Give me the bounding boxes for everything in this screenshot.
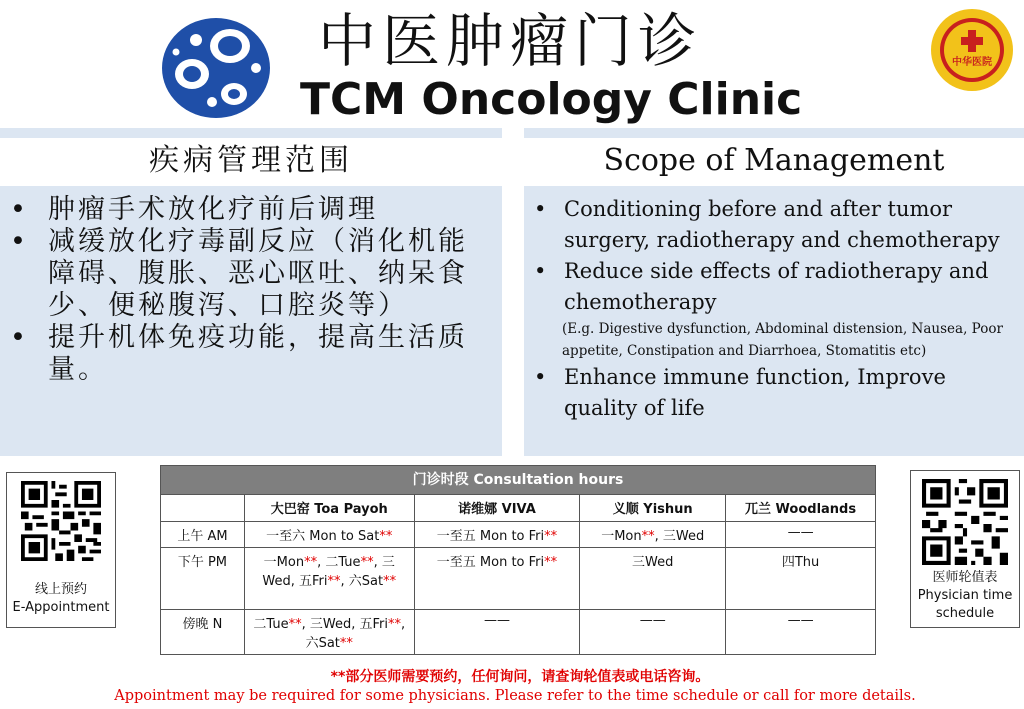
session-label: 上午 AM bbox=[161, 522, 245, 548]
hours-cell: 一Mon**, 二Tue**, 三Wed, 五Fri**, 六Sat** bbox=[244, 548, 414, 610]
hours-cell: 一至五 Mon to Fri** bbox=[414, 522, 580, 548]
e-appointment-qr-card[interactable] bbox=[6, 472, 116, 628]
scope-en-item: • Conditioning before and after tumor surgery, radiotherapy and chemotherapy bbox=[534, 197, 1000, 252]
appointment-note-zh: **部分医师需要预约，任何询问，请查询轮值表或电话咨询。 bbox=[330, 669, 710, 685]
physician-schedule-label-zh: 医师轮值表 bbox=[932, 570, 998, 585]
hours-cell: 一Mon**, 三Wed bbox=[580, 522, 726, 548]
scope-en-item: • Enhance immune function, Improve quality of life bbox=[534, 365, 946, 420]
e-appointment-label-en: E-Appointment bbox=[12, 600, 110, 615]
physician-schedule-label-en: Physician time schedule bbox=[917, 588, 1013, 621]
appointment-note-en: Appointment may be required for some physicians. Please refer to the time schedule or call for more details. bbox=[114, 688, 916, 704]
table-corner bbox=[161, 495, 245, 522]
table-row bbox=[161, 610, 876, 655]
clinic-title-zh: 中医肿瘤门诊 bbox=[317, 7, 702, 75]
consultation-hours-title: 门诊时段 Consultation hours bbox=[161, 466, 876, 495]
hours-cell: —— bbox=[580, 610, 726, 655]
seal-text: 中华医院 bbox=[952, 57, 992, 68]
hours-cell: —— bbox=[414, 610, 580, 655]
hours-cell: 二Tue**, 三Wed, 五Fri**, 六Sat** bbox=[244, 610, 414, 655]
hours-cell: 四Thu bbox=[726, 548, 876, 610]
physician-schedule-qr-code[interactable] bbox=[922, 479, 1008, 565]
e-appointment-qr-code[interactable] bbox=[21, 481, 101, 561]
institution-seal bbox=[930, 8, 1014, 92]
scope-zh-panel bbox=[0, 186, 502, 456]
hours-cell: —— bbox=[726, 610, 876, 655]
consultation-hours-table bbox=[160, 465, 876, 655]
scope-zh-item: • 减缓放化疗毒副反应（消化机能障碍、腹胀、恶心呕吐、纳呆食少、便秘腹泻、口腔炎等） bbox=[10, 226, 468, 321]
hours-cell: 三Wed bbox=[580, 548, 726, 610]
scope-en-panel bbox=[524, 186, 1024, 456]
table-row bbox=[161, 548, 876, 610]
scope-zh-item: • 肿瘤手术放化疗前后调理 bbox=[10, 194, 378, 225]
scope-heading-en: Scope of Management bbox=[524, 138, 1024, 184]
e-appointment-label-zh: 线上预约 bbox=[34, 582, 87, 597]
session-label: 傍晚 N bbox=[161, 610, 245, 655]
clinic-logo bbox=[158, 12, 276, 122]
table-row bbox=[161, 522, 876, 548]
scope-en-item: • Reduce side effects of radiotherapy and chemotherapy (E.g. Digestive dysfunction, Abdominal distension, Nausea, Poor appetite, Constipation and Diarrhoea, Stomatitis etc) bbox=[524, 256, 1018, 362]
physician-schedule-qr-card[interactable] bbox=[910, 470, 1020, 628]
scope-zh-item: • 提升机体免疫功能，提高生活质量。 bbox=[10, 322, 468, 385]
scope-heading-zh: 疾病管理范围 bbox=[0, 138, 502, 184]
hours-cell: 一至五 Mon to Fri** bbox=[414, 548, 580, 610]
side-effects-note: (E.g. Digestive dysfunction, Abdominal distension, Nausea, Poor appetite, Constipation and Diarrhoea, Stomatitis etc) bbox=[562, 321, 1003, 359]
location-header: 大巴窑 Toa Payoh bbox=[244, 495, 414, 522]
location-header: 诺维娜 VIVA bbox=[414, 495, 580, 522]
location-header: 兀兰 Woodlands bbox=[726, 495, 876, 522]
hours-cell: —— bbox=[726, 522, 876, 548]
location-header: 义顺 Yishun bbox=[580, 495, 726, 522]
clinic-title-en: TCM Oncology Clinic bbox=[300, 74, 803, 125]
session-label: 下午 PM bbox=[161, 548, 245, 610]
hours-cell: 一至六 Mon to Sat** bbox=[244, 522, 414, 548]
